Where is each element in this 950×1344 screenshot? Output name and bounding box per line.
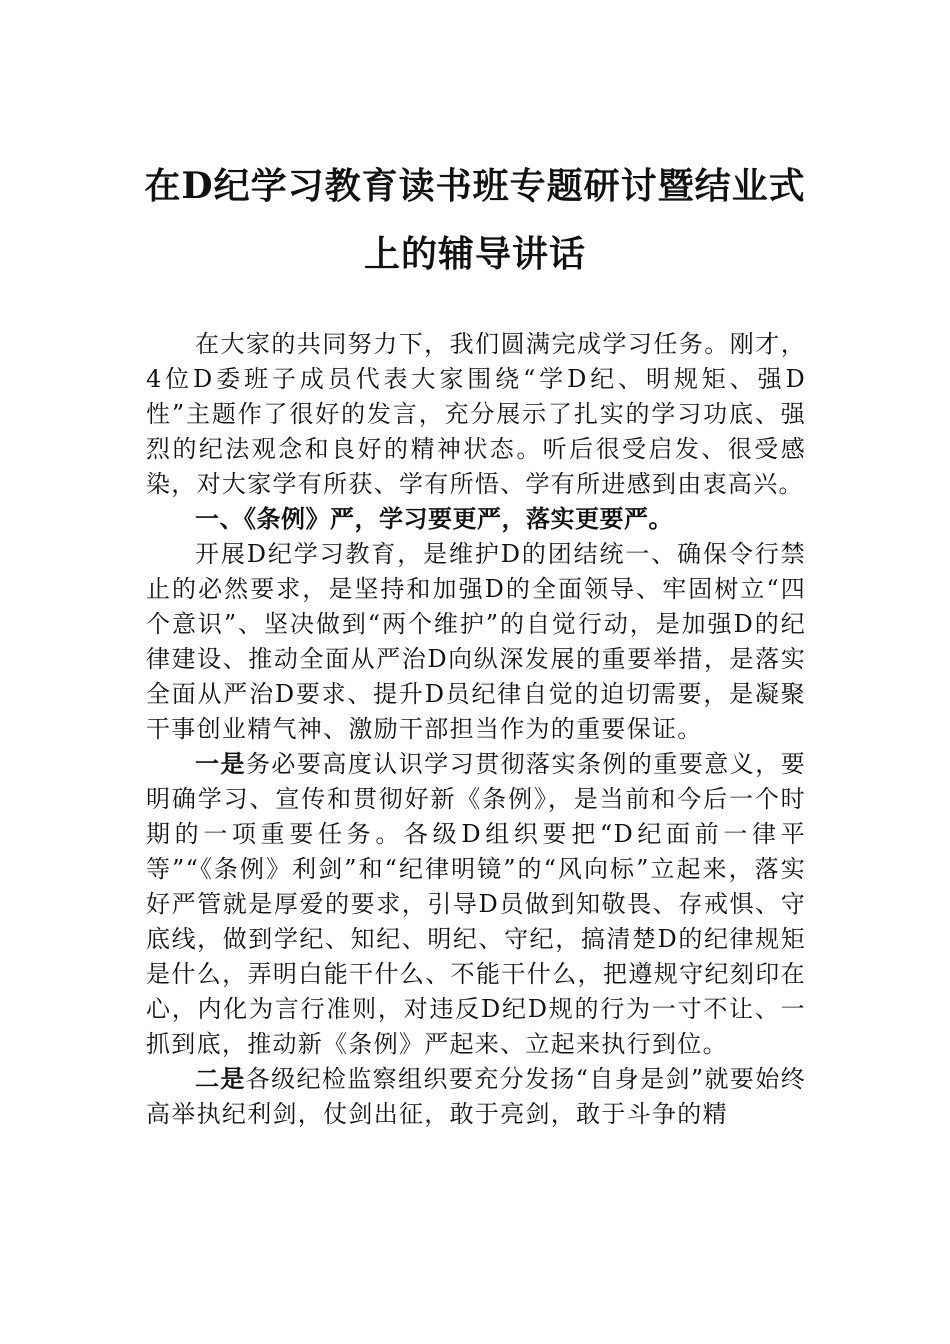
point-1-paragraph xyxy=(146,747,806,1062)
point-1-text: 务必要高度认识学习贯彻落实条例的重要意义，要明确学习、宣传和贯彻好新《条例》，是当前和今后一个时期的一项重要任务。各级D组织要把“D纪面前一律平等”“《条例》利剑”和“纪律明镜”的“风向标”立起来，落实好严管就是厚爱的要求，引导D员做到知敬畏、存戒惧、守底线，做到学纪、知纪、明纪、守纪，搞清楚D的纪律规矩是什么，弄明白能干什么、不能干什么，把遵规守纪刻印在心，内化为言行准则，对违反D纪D规的行为一寸不让、一抓到底，推动新《条例》严起来、立起来执行到位。 xyxy=(146,750,806,1058)
point-1-lead: 一是 xyxy=(195,750,246,778)
document-title-line-1: 在D纪学习教育读书班专题研讨暨结业式 xyxy=(144,165,806,207)
section-1-paragraph: 开展D纪学习教育，是维护D的团结统一、确保令行禁止的必然要求，是坚持和加强D的全面领导、牢固树立“四个意识”、坚决做到“两个维护”的自觉行动，是加强D的纪律建设、推动全面从严治D向纵深发展的重要举措，是落实全面从严治D要求、提升D员纪律自觉的迫切需要，是凝聚干事创业精气神、激励干部担当作为的重要保证。 xyxy=(146,540,806,743)
intro-paragraph: 在大家的共同努力下，我们圆满完成学习任务。刚才，4位D委班子成员代表大家围绕“学D纪、明规矩、强D性”主题作了很好的发言，充分展示了扎实的学习功底、强烈的纪法观念和良好的精神状态。听后很受启发、很受感染，对大家学有所获、学有所悟、学有所进感到由衷高兴。 xyxy=(146,330,806,498)
point-2-text: 各级纪检监察组织要充分发扬“自身是剑”就要始终高举执纪利剑，仗剑出征，敢于亮剑，敢于斗争的精 xyxy=(146,1065,806,1128)
section-heading-1: 一、《条例》严，学习要更严，落实更要严。 xyxy=(195,505,673,533)
point-2-lead: 二是 xyxy=(195,1065,246,1093)
document-title-line-2: 上的辅导讲话 xyxy=(363,233,586,275)
document-body xyxy=(146,327,806,1132)
point-2-paragraph xyxy=(146,1062,806,1132)
